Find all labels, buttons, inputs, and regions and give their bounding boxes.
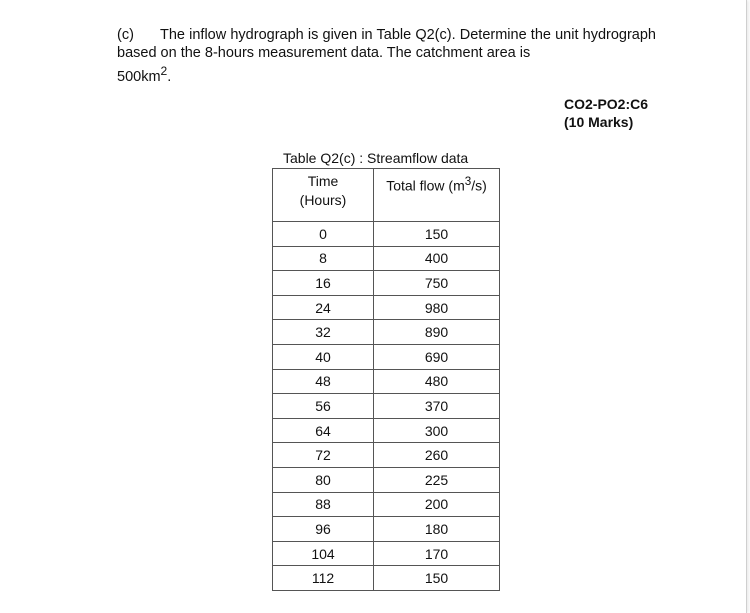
time-cell: 32 [273,320,374,345]
flow-cell: 300 [374,418,500,443]
flow-cell: 750 [374,271,500,296]
header-time-line1: Time [307,173,339,189]
time-cell: 40 [273,344,374,369]
outcome-code: CO2-PO2:C6 [564,96,649,112]
table-row [273,246,500,271]
table-row [273,344,500,369]
flow-cell: 170 [374,541,500,566]
area-superscript: 2 [160,64,168,78]
table-caption: Table Q2(c) : Streamflow data [283,150,469,166]
question-area-line [117,62,656,86]
area-end: . [167,68,172,85]
header-time-line2: (Hours) [299,192,347,208]
streamflow-table [272,168,500,591]
time-cell: 0 [273,222,374,247]
flow-cell: 400 [374,246,500,271]
table-row [273,492,500,517]
time-cell: 48 [273,369,374,394]
question-label: (c) [117,27,134,43]
flow-cell: 260 [374,443,500,468]
flow-cell: 150 [374,222,500,247]
flow-cell: 180 [374,517,500,542]
table-header-row [273,169,500,222]
time-cell: 16 [273,271,374,296]
flow-cell: 225 [374,467,500,492]
time-cell: 64 [273,418,374,443]
time-cell: 96 [273,517,374,542]
flow-cell: 370 [374,394,500,419]
time-cell: 80 [273,467,374,492]
header-flow-sup: 3 [464,175,472,188]
flow-cell: 890 [374,320,500,345]
header-flow-prefix: Total flow (m [386,177,465,194]
flow-cell: 200 [374,492,500,517]
table-row [273,394,500,419]
question-text [117,26,656,86]
table-row [273,418,500,443]
flow-cell: 690 [374,344,500,369]
header-flow [374,169,500,222]
table-row [273,271,500,296]
table-row [273,566,500,591]
header-flow-suffix: /s) [471,177,487,194]
question-body: The inflow hydrograph is given in Table Q2(c). Determine the unit hydrograph based on the 8-hours measurement data. The catchment area is [117,27,656,61]
flow-cell: 480 [374,369,500,394]
marks-block [564,95,648,131]
time-cell: 88 [273,492,374,517]
table-row [273,541,500,566]
table-row [273,295,500,320]
area-value: 500km [117,68,161,85]
time-cell: 56 [273,394,374,419]
marks-label: (10 Marks) [564,114,634,130]
table-row [273,443,500,468]
time-cell: 24 [273,295,374,320]
table-row [273,467,500,492]
table-row [273,222,500,247]
table-row [273,517,500,542]
table-row [273,369,500,394]
time-cell: 72 [273,443,374,468]
time-cell: 8 [273,246,374,271]
time-cell: 112 [273,566,374,591]
flow-cell: 980 [374,295,500,320]
time-cell: 104 [273,541,374,566]
flow-cell: 150 [374,566,500,591]
table-row [273,320,500,345]
header-time [273,169,374,222]
